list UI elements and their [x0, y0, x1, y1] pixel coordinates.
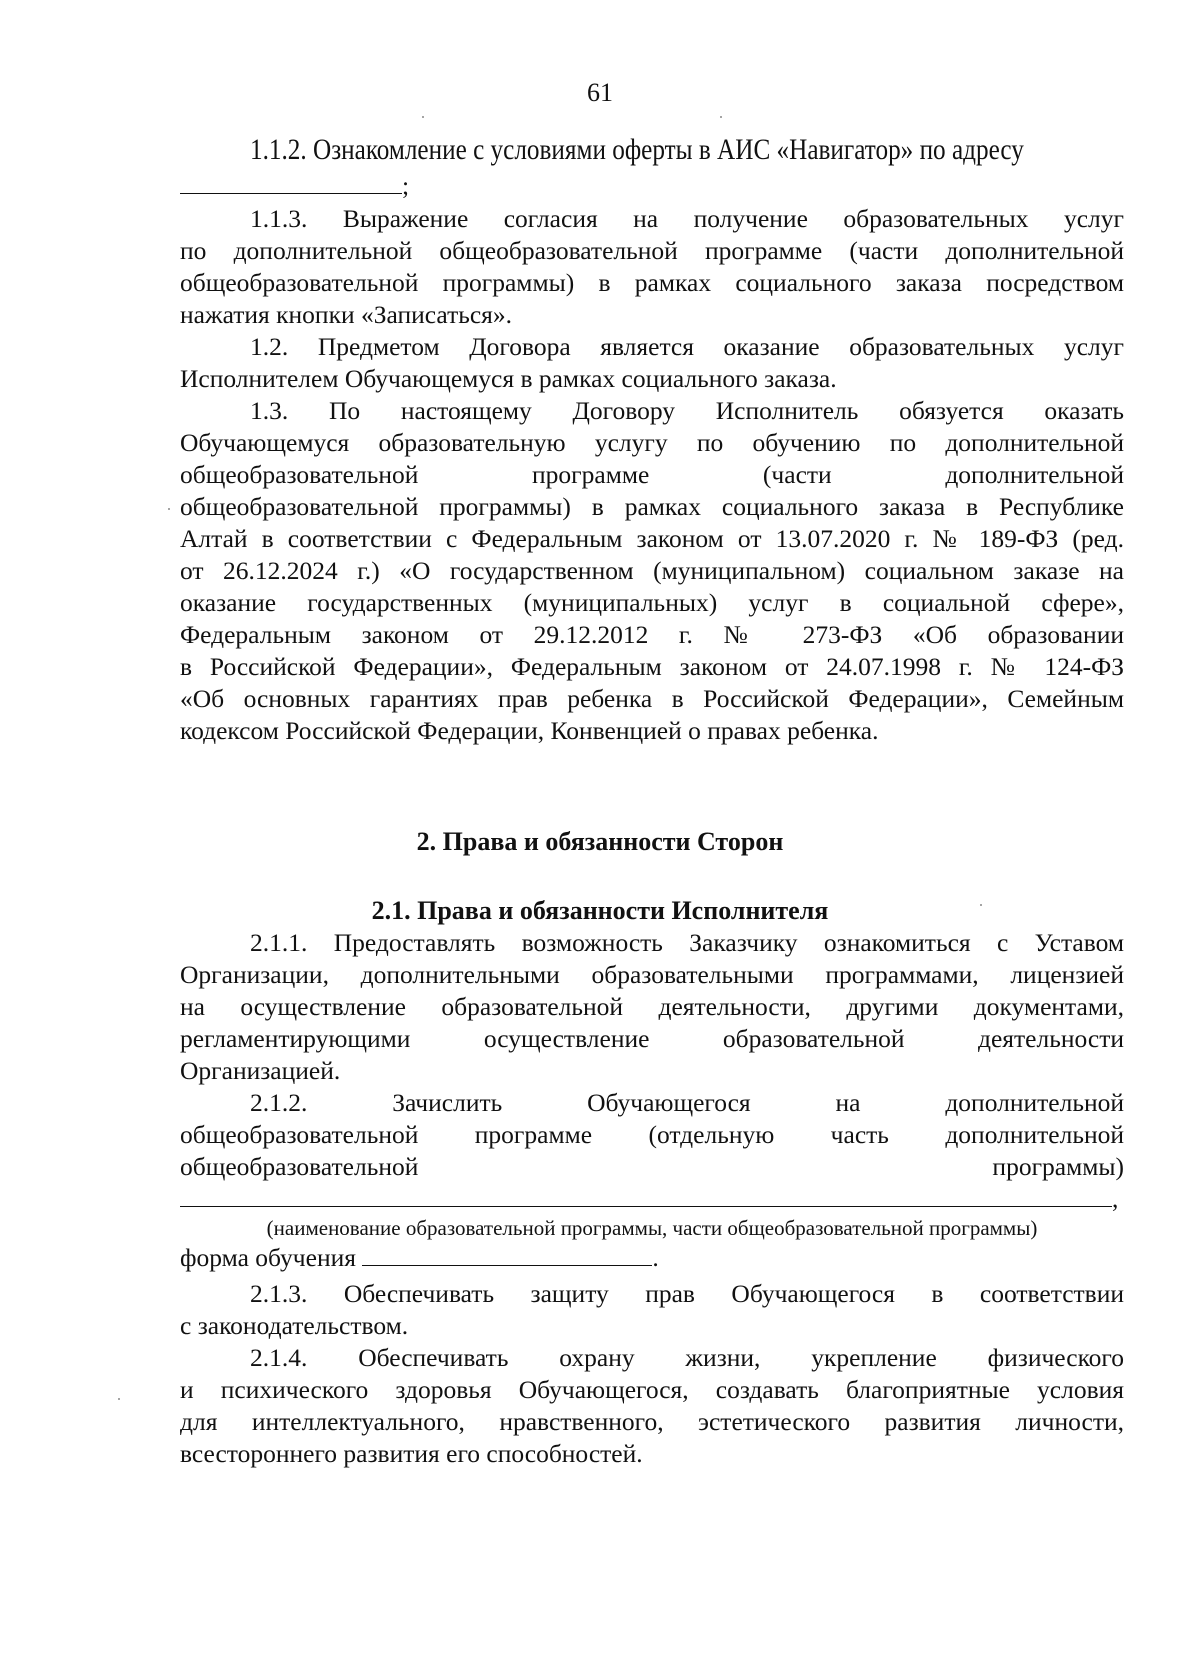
clause-1-3-line: Федеральным законом от 29.12.2012 г. № 273-ФЗ «Об образовании — [180, 620, 1124, 649]
section-2-heading: 2. Права и обязанности Сторон — [416, 827, 784, 856]
page-number: 61 — [587, 78, 613, 107]
clause-2-1-1-line: Организацией. — [180, 1056, 341, 1085]
clause-1-3-line: Обучающемуся образовательную услугу по обучению по дополнительной — [180, 428, 1124, 457]
clause-2-1-2-line: общеобразовательной программы) — [180, 1152, 1124, 1181]
clause-1-3-line: кодексом Российской Федерации, Конвенцией о правах ребенка. — [180, 716, 879, 745]
clause-2-1-2-line: общеобразовательной программе (отдельную часть дополнительной — [180, 1120, 1124, 1149]
clause-1-1-3-line: по дополнительной общеобразовательной программе (части дополнительной — [180, 236, 1124, 265]
clause-1-3-line: Алтай в соответствии с Федеральным законом от 13.07.2020 г. № 189-ФЗ (ред. — [180, 524, 1124, 553]
clause-1-3-line: оказание государственных (муниципальных) услуг в социальной сфере», — [180, 588, 1124, 617]
address-blank — [180, 171, 402, 194]
clause-1-1-3-line: 1.1.3. Выражение согласия на получение образовательных услуг — [250, 204, 1124, 233]
clause-2-1-2-line: 2.1.2. Зачислить Обучающегося на дополнительной — [250, 1088, 1124, 1117]
clause-2-1-4-line: 2.1.4. Обеспечивать охрану жизни, укрепление физического — [250, 1343, 1124, 1372]
clause-1-3-line: «Об основных гарантиях прав ребенка в Российской Федерации», Семейным — [180, 684, 1124, 713]
clause-1-3-line: от 26.12.2024 г.) «О государственном (муниципальном) социальном заказе на — [180, 556, 1124, 585]
clause-1-1-3-line: нажатия кнопки «Записаться». — [180, 300, 513, 329]
clause-1-2-line: Исполнителем Обучающемуся в рамках социального заказа. — [180, 364, 837, 393]
study-form-line — [180, 1242, 1124, 1274]
program-name-blank-line — [180, 1183, 1124, 1215]
study-form-label: форма обучения — [180, 1243, 356, 1272]
section-2-1-heading: 2.1. Права и обязанности Исполнителя — [371, 896, 829, 925]
clause-1-3-line: общеобразовательной программе (части дополнительной — [180, 460, 1124, 489]
program-name-caption: (наименование образовательной программы, части общеобразовательной программы) — [266, 1216, 1038, 1240]
clause-2-1-4-line: для интеллектуального, нравственного, эстетического развития личности, — [180, 1407, 1124, 1436]
address-blank-line — [180, 170, 1124, 202]
clause-2-1-1-line: Организации, дополнительными образовательными программами, лицензией — [180, 960, 1124, 989]
clause-1-3-line: общеобразовательной программы) в рамках социального заказа в Республике — [180, 492, 1124, 521]
clause-2-1-3-line: 2.1.3. Обеспечивать защиту прав Обучающегося в соответствии — [250, 1279, 1124, 1308]
program-name-blank-suffix: , — [1112, 1184, 1119, 1213]
clause-2-1-4-line: и психического здоровья Обучающегося, создавать благоприятные условия — [180, 1375, 1124, 1404]
clause-1-1-2: 1.1.2. Ознакомление с условиями оферты в АИС «Навигатор» по адресу — [250, 133, 1024, 166]
scan-speck — [118, 1398, 120, 1400]
clause-1-3-line: 1.3. По настоящему Договору Исполнитель обязуется оказать — [250, 396, 1124, 425]
scan-speck — [168, 508, 170, 510]
clause-2-1-4-line: всестороннего развития его способностей. — [180, 1439, 643, 1468]
scan-speck — [720, 116, 722, 118]
address-blank-suffix: ; — [402, 171, 410, 200]
clause-1-3-line: в Российской Федерации», Федеральным законом от 24.07.1998 г. № 124-ФЗ — [180, 652, 1124, 681]
clause-1-1-3-line: общеобразовательной программы) в рамках социального заказа посредством — [180, 268, 1124, 297]
clause-2-1-3-line: с законодательством. — [180, 1311, 409, 1340]
clause-2-1-1-line: регламентирующими осуществление образовательной деятельности — [180, 1024, 1124, 1053]
clause-2-1-1-line: на осуществление образовательной деятельности, другими документами, — [180, 992, 1124, 1021]
scan-speck — [980, 904, 982, 906]
study-form-suffix: . — [652, 1243, 659, 1272]
clause-2-1-1-line: 2.1.1. Предоставлять возможность Заказчику ознакомиться с Уставом — [250, 928, 1124, 957]
program-name-blank — [180, 1184, 1112, 1207]
clause-1-2-line: 1.2. Предметом Договора является оказание образовательных услуг — [250, 332, 1124, 361]
scan-speck — [422, 116, 424, 118]
study-form-blank — [362, 1243, 652, 1266]
